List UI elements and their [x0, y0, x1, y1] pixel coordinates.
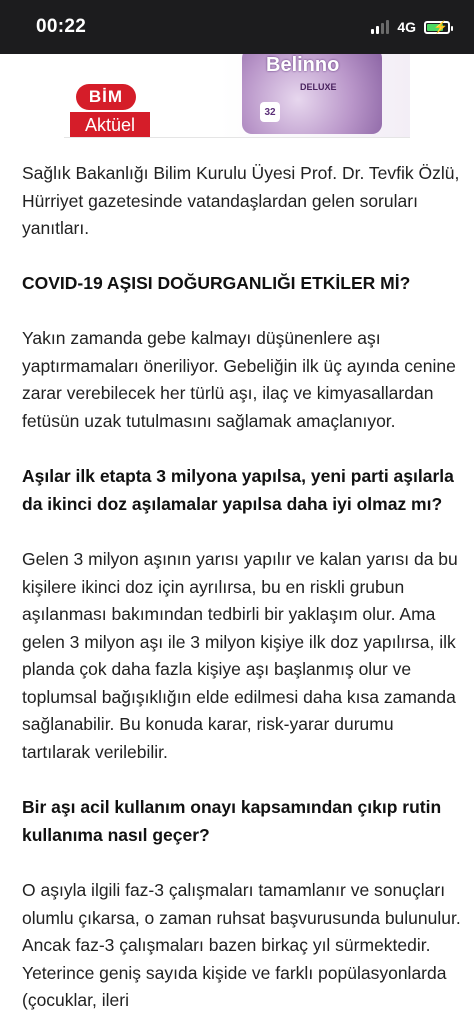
product-line: DELUXE	[300, 82, 337, 92]
aktuel-label: Aktüel	[70, 112, 150, 138]
bim-logo: BİM	[76, 84, 136, 110]
status-bar	[0, 0, 474, 54]
question-heading: Aşılar ilk etapta 3 milyona yapılsa, yeni parti aşılarla da ikinci doz aşılamalar yapılsa daha iyi olmaz mı?	[22, 466, 454, 514]
battery-charging-icon: ⚡	[424, 21, 450, 34]
advertisement-banner[interactable]	[64, 54, 410, 138]
answer-paragraph: O aşıyla ilgili faz-3 çalışmaları tamamlanır ve sonuçları olumlu çıkarsa, o zaman ruhsat başvurusunda bulunulur. Ancak faz-3 çalışmaları bazen birkaç yıl sürmektedir. Yeterince geniş sayıda kişide ve farklı popülasyonlarda (çocuklar, ileri	[22, 880, 461, 1010]
status-time: 00:22	[36, 16, 87, 37]
product-brand: Belinno	[266, 54, 340, 76]
network-type: 4G	[397, 19, 416, 35]
article-intro: Sağlık Bakanlığı Bilim Kurulu Üyesi Prof. Dr. Tevfik Özlü, Hürriyet gazetesinde vatandaşlardan gelen soruları yanıtları.	[22, 163, 460, 238]
product-count: 32	[260, 102, 280, 122]
article-body	[22, 160, 462, 1015]
question-heading: Bir aşı acil kullanım onayı kapsamından çıkıp rutin kullanıma nasıl geçer?	[22, 797, 442, 845]
signal-icon	[371, 20, 389, 34]
answer-paragraph: Gelen 3 milyon aşının yarısı yapılır ve kalan yarısı da bu kişilere ikinci doz için ayrılırsa, bu en riskli grubun aşılanması bakımından tedbirli bir yaklaşım olur. Ama gelen 3 milyon aşı ile 3 milyon kişiye ilk doz yapılırsa, ilk planda çok daha fazla kişiye aşı başlanmış olur ve toplumsal bağışıklığın elde edilmesi daha kısa zamanda sağlanabilir. Bu konuda karar, risk-yarar durumu tartılarak verilebilir.	[22, 549, 458, 762]
question-heading: COVID-19 AŞISI DOĞURGANLIĞI ETKİLER Mİ?	[22, 272, 411, 293]
status-indicators	[371, 19, 450, 35]
answer-paragraph: Yakın zamanda gebe kalmayı düşünenlere aşı yaptırmamaları öneriliyor. Gebeliğin ilk üç ayında cenine zarar verebilecek her türlü aşı, ilaç ve kimyasallardan fetüsün uzak tutulmasını sağlamak amaçlanıyor.	[22, 328, 456, 431]
